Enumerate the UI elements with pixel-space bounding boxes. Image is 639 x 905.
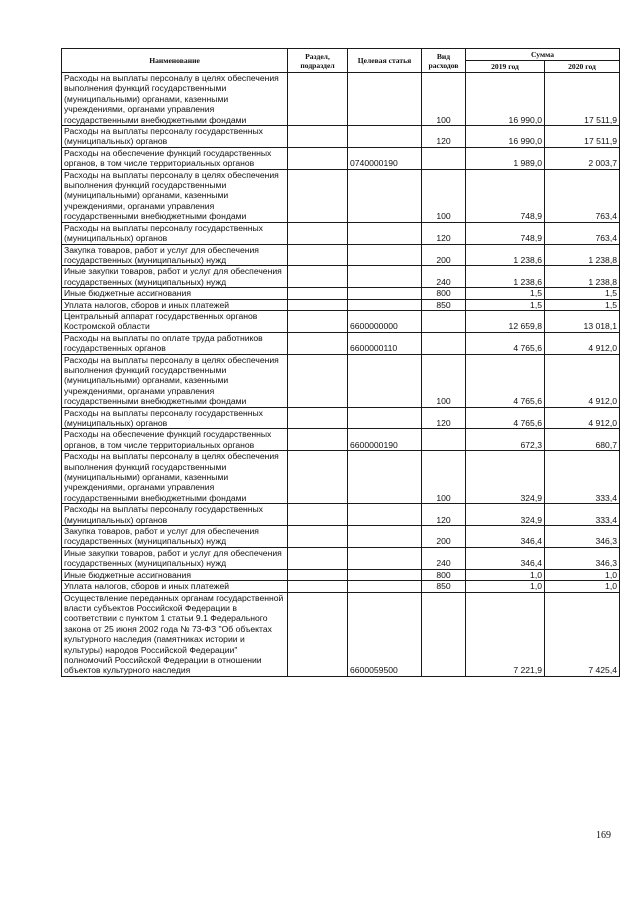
row-razdel-cell bbox=[288, 354, 348, 407]
row-name-cell: Иные бюджетные ассигнования bbox=[62, 288, 288, 299]
row-razdel-cell bbox=[288, 169, 348, 222]
row-vid-cell: 850 bbox=[422, 581, 466, 592]
row-name-cell: Закупка товаров, работ и услуг для обеспечения государственных (муниципальных) нужд bbox=[62, 244, 288, 266]
row-2020-cell: 333,4 bbox=[545, 451, 620, 504]
row-2019-cell: 1 238,6 bbox=[466, 244, 545, 266]
row-2019-cell: 748,9 bbox=[466, 222, 545, 244]
row-name-cell: Иные закупки товаров, работ и услуг для обеспечения государственных (муниципальных) нужд bbox=[62, 266, 288, 288]
row-vid-cell bbox=[422, 332, 466, 354]
row-razdel-cell bbox=[288, 581, 348, 592]
row-vid-cell: 100 bbox=[422, 73, 466, 126]
header-year-2020: 2020 год bbox=[545, 61, 620, 73]
row-2019-cell: 324,9 bbox=[466, 451, 545, 504]
row-2019-cell: 346,4 bbox=[466, 526, 545, 548]
row-razdel-cell bbox=[288, 222, 348, 244]
row-2019-cell: 346,4 bbox=[466, 547, 545, 569]
row-statya-cell bbox=[348, 581, 422, 592]
row-statya-cell bbox=[348, 569, 422, 580]
row-2020-cell: 333,4 bbox=[545, 504, 620, 526]
table-row bbox=[62, 592, 620, 676]
header-year-2019: 2019 год bbox=[466, 61, 545, 73]
row-name-cell: Иные бюджетные ассигнования bbox=[62, 569, 288, 580]
row-2020-cell: 2 003,7 bbox=[545, 147, 620, 169]
row-statya-cell: 6600000000 bbox=[348, 310, 422, 332]
row-2019-cell: 748,9 bbox=[466, 169, 545, 222]
table-row bbox=[62, 569, 620, 580]
row-statya-cell bbox=[348, 73, 422, 126]
row-2019-cell: 1,5 bbox=[466, 288, 545, 299]
header-summa: Сумма bbox=[466, 49, 620, 61]
row-name-cell: Расходы на выплаты персоналу в целях обеспечения выполнения функций государственными (муниципальными) органами, казенными учреждениями, органами управления государственными внебюджетными фондами bbox=[62, 354, 288, 407]
row-2020-cell: 763,4 bbox=[545, 222, 620, 244]
row-name-cell: Расходы на выплаты персоналу государственных (муниципальных) органов bbox=[62, 407, 288, 429]
row-razdel-cell bbox=[288, 504, 348, 526]
row-name-cell: Расходы на выплаты персоналу в целях обеспечения выполнения функций государственными (муниципальными) органами, казенными учреждениями, органами управления государственными внебюджетными фондами bbox=[62, 451, 288, 504]
row-statya-cell bbox=[348, 266, 422, 288]
row-statya-cell bbox=[348, 504, 422, 526]
row-statya-cell bbox=[348, 407, 422, 429]
page-number: 169 bbox=[596, 830, 611, 841]
row-2019-cell: 12 659,8 bbox=[466, 310, 545, 332]
row-2019-cell: 16 990,0 bbox=[466, 73, 545, 126]
row-statya-cell: 6600059500 bbox=[348, 592, 422, 676]
row-2020-cell: 680,7 bbox=[545, 429, 620, 451]
row-2020-cell: 4 912,0 bbox=[545, 332, 620, 354]
row-statya-cell bbox=[348, 526, 422, 548]
row-name-cell: Расходы на выплаты персоналу в целях обеспечения выполнения функций государственными (муниципальными) органами, казенными учреждениями, органами управления государственными внебюджетными фондами bbox=[62, 169, 288, 222]
row-2020-cell: 1,5 bbox=[545, 299, 620, 310]
row-vid-cell: 100 bbox=[422, 354, 466, 407]
row-2019-cell: 4 765,6 bbox=[466, 354, 545, 407]
row-razdel-cell bbox=[288, 569, 348, 580]
row-razdel-cell bbox=[288, 73, 348, 126]
table-row bbox=[62, 429, 620, 451]
row-name-cell: Расходы на обеспечение функций государственных органов, в том числе территориальных органов bbox=[62, 429, 288, 451]
row-razdel-cell bbox=[288, 244, 348, 266]
table-row bbox=[62, 526, 620, 548]
row-statya-cell bbox=[348, 288, 422, 299]
row-statya-cell bbox=[348, 354, 422, 407]
row-vid-cell: 800 bbox=[422, 569, 466, 580]
row-2020-cell: 13 018,1 bbox=[545, 310, 620, 332]
header-name: Наименование bbox=[62, 49, 288, 73]
row-statya-cell bbox=[348, 244, 422, 266]
row-vid-cell: 120 bbox=[422, 504, 466, 526]
row-vid-cell: 120 bbox=[422, 407, 466, 429]
row-razdel-cell bbox=[288, 451, 348, 504]
row-vid-cell: 240 bbox=[422, 547, 466, 569]
row-vid-cell: 120 bbox=[422, 222, 466, 244]
row-name-cell: Расходы на выплаты персоналу в целях обеспечения выполнения функций государственными (муниципальными) органами, казенными учреждениями, органами управления государственными внебюджетными фондами bbox=[62, 73, 288, 126]
row-razdel-cell bbox=[288, 147, 348, 169]
row-razdel-cell bbox=[288, 547, 348, 569]
row-vid-cell: 100 bbox=[422, 451, 466, 504]
row-2020-cell: 7 425,4 bbox=[545, 592, 620, 676]
row-razdel-cell bbox=[288, 266, 348, 288]
row-2019-cell: 1,5 bbox=[466, 299, 545, 310]
row-name-cell: Иные закупки товаров, работ и услуг для обеспечения государственных (муниципальных) нужд bbox=[62, 547, 288, 569]
row-2020-cell: 4 912,0 bbox=[545, 354, 620, 407]
row-razdel-cell bbox=[288, 592, 348, 676]
row-vid-cell: 200 bbox=[422, 244, 466, 266]
row-2020-cell: 17 511,9 bbox=[545, 73, 620, 126]
row-statya-cell bbox=[348, 222, 422, 244]
table-row bbox=[62, 244, 620, 266]
header-statya: Целевая статья bbox=[348, 49, 422, 73]
table-row bbox=[62, 332, 620, 354]
row-2019-cell: 4 765,6 bbox=[466, 407, 545, 429]
row-vid-cell bbox=[422, 592, 466, 676]
row-razdel-cell bbox=[288, 332, 348, 354]
row-vid-cell: 120 bbox=[422, 126, 466, 148]
table-row bbox=[62, 266, 620, 288]
table-row bbox=[62, 288, 620, 299]
header-vid: Вид расходов bbox=[422, 49, 466, 73]
row-2019-cell: 16 990,0 bbox=[466, 126, 545, 148]
row-vid-cell: 200 bbox=[422, 526, 466, 548]
table-row bbox=[62, 147, 620, 169]
row-statya-cell: 0740000190 bbox=[348, 147, 422, 169]
row-2020-cell: 346,3 bbox=[545, 526, 620, 548]
row-2020-cell: 1,5 bbox=[545, 288, 620, 299]
table-row bbox=[62, 73, 620, 126]
row-2020-cell: 1,0 bbox=[545, 581, 620, 592]
row-name-cell: Уплата налогов, сборов и иных платежей bbox=[62, 299, 288, 310]
row-razdel-cell bbox=[288, 299, 348, 310]
row-name-cell: Осуществление переданных органам государственной власти субъектов Российской Федерации в соответствии с пунктом 1 статьи 9.1 Федерального закона от 25 июня 2002 года № 73-ФЗ "Об объектах культурного наследия (памятниках истории и культуры) народов Российской Федерации" полномочий Российской Федерации в отношении объектов культурного наследия bbox=[62, 592, 288, 676]
row-2020-cell: 4 912,0 bbox=[545, 407, 620, 429]
row-vid-cell: 100 bbox=[422, 169, 466, 222]
row-2020-cell: 346,3 bbox=[545, 547, 620, 569]
table-row bbox=[62, 310, 620, 332]
row-vid-cell: 800 bbox=[422, 288, 466, 299]
table-row bbox=[62, 354, 620, 407]
row-vid-cell: 240 bbox=[422, 266, 466, 288]
row-vid-cell bbox=[422, 310, 466, 332]
row-2020-cell: 1,0 bbox=[545, 569, 620, 580]
row-statya-cell bbox=[348, 126, 422, 148]
row-statya-cell bbox=[348, 451, 422, 504]
row-name-cell: Уплата налогов, сборов и иных платежей bbox=[62, 581, 288, 592]
row-razdel-cell bbox=[288, 310, 348, 332]
row-2019-cell: 324,9 bbox=[466, 504, 545, 526]
table-row bbox=[62, 126, 620, 148]
row-name-cell: Центральный аппарат государственных органов Костромской области bbox=[62, 310, 288, 332]
budget-table bbox=[61, 48, 620, 677]
row-razdel-cell bbox=[288, 126, 348, 148]
table-row bbox=[62, 547, 620, 569]
row-name-cell: Закупка товаров, работ и услуг для обеспечения государственных (муниципальных) нужд bbox=[62, 526, 288, 548]
row-2019-cell: 1,0 bbox=[466, 569, 545, 580]
row-statya-cell bbox=[348, 169, 422, 222]
table-row bbox=[62, 504, 620, 526]
table-row bbox=[62, 299, 620, 310]
row-name-cell: Расходы на выплаты по оплате труда работников государственных органов bbox=[62, 332, 288, 354]
row-razdel-cell bbox=[288, 288, 348, 299]
row-statya-cell: 6600000190 bbox=[348, 429, 422, 451]
row-statya-cell: 6600000110 bbox=[348, 332, 422, 354]
row-name-cell: Расходы на обеспечение функций государственных органов, в том числе территориальных органов bbox=[62, 147, 288, 169]
row-2019-cell: 7 221,9 bbox=[466, 592, 545, 676]
row-2019-cell: 1 989,0 bbox=[466, 147, 545, 169]
row-name-cell: Расходы на выплаты персоналу государственных (муниципальных) органов bbox=[62, 504, 288, 526]
header-razdel: Раздел, подраздел bbox=[288, 49, 348, 73]
row-2019-cell: 1,0 bbox=[466, 581, 545, 592]
row-razdel-cell bbox=[288, 429, 348, 451]
table-row bbox=[62, 169, 620, 222]
row-vid-cell bbox=[422, 429, 466, 451]
row-2020-cell: 1 238,8 bbox=[545, 266, 620, 288]
row-razdel-cell bbox=[288, 407, 348, 429]
row-razdel-cell bbox=[288, 526, 348, 548]
table-header bbox=[62, 49, 620, 73]
row-2019-cell: 672,3 bbox=[466, 429, 545, 451]
row-2019-cell: 1 238,6 bbox=[466, 266, 545, 288]
table-row bbox=[62, 222, 620, 244]
row-vid-cell bbox=[422, 147, 466, 169]
row-2020-cell: 763,4 bbox=[545, 169, 620, 222]
table-row bbox=[62, 451, 620, 504]
table-body bbox=[62, 73, 620, 677]
row-name-cell: Расходы на выплаты персоналу государственных (муниципальных) органов bbox=[62, 126, 288, 148]
row-vid-cell: 850 bbox=[422, 299, 466, 310]
row-2020-cell: 17 511,9 bbox=[545, 126, 620, 148]
row-2019-cell: 4 765,6 bbox=[466, 332, 545, 354]
row-statya-cell bbox=[348, 547, 422, 569]
table-row bbox=[62, 581, 620, 592]
row-statya-cell bbox=[348, 299, 422, 310]
table-row bbox=[62, 407, 620, 429]
row-name-cell: Расходы на выплаты персоналу государственных (муниципальных) органов bbox=[62, 222, 288, 244]
row-2020-cell: 1 238,8 bbox=[545, 244, 620, 266]
